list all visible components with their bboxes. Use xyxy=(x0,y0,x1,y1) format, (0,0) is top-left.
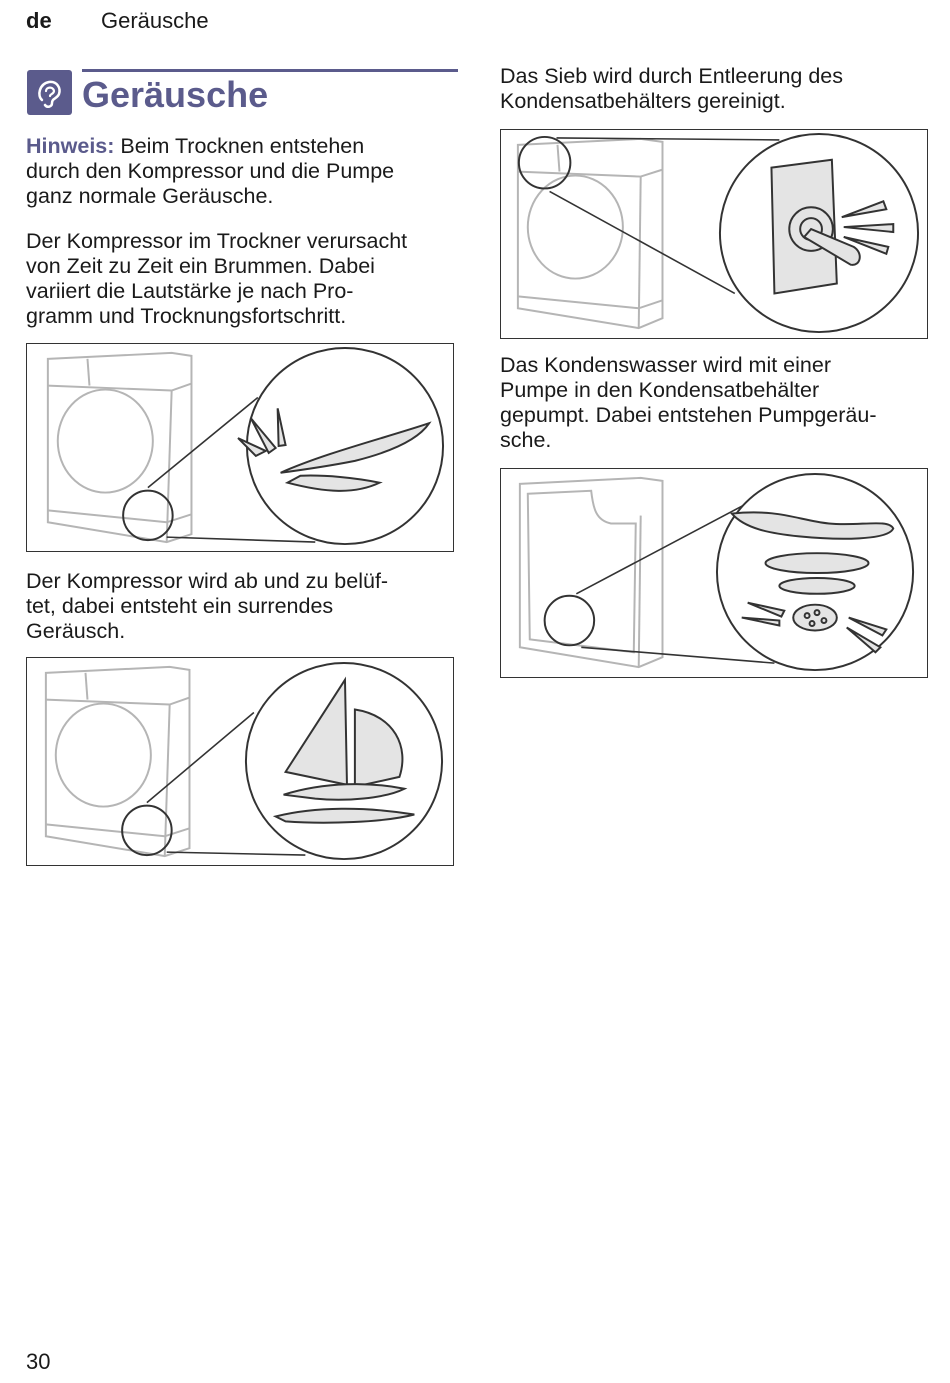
compressor-hum-paragraph: Der Kompressor im Trockner verursacht von Zeit zu Zeit ein Brummen. Dabei variiert die Lautstärke je nach Pro- gramm und Trocknungsfortschritt. xyxy=(26,229,408,328)
figure-compressor-vent xyxy=(26,657,454,866)
hint-text: Beim Trocknen entstehen durch den Kompressor und die Pumpe ganz normale Geräusche. xyxy=(26,134,395,208)
compressor-vent-paragraph: Der Kompressor wird ab und zu belüf- tet, dabei entsteht ein surrendes Geräusch. xyxy=(26,569,389,643)
dryer-pump-swirl-icon xyxy=(501,469,927,677)
hint-label: Hinweis: xyxy=(26,134,115,158)
figure-compressor-hum xyxy=(26,343,454,552)
figure-pump-noise xyxy=(500,468,928,678)
header-section-title: Geräusche xyxy=(101,8,209,33)
header-language: de xyxy=(26,8,52,33)
ear-icon xyxy=(27,70,72,115)
pump-noise-paragraph: Das Kondenswasser wird mit einer Pumpe in den Kondensatbehälter gepumpt. Dabei entstehen Pumpgeräu- sche. xyxy=(500,353,877,452)
dryer-humming-boat-icon xyxy=(27,344,453,551)
hint-paragraph xyxy=(26,134,466,209)
page-number: 30 xyxy=(26,1349,51,1374)
dryer-sailboat-icon xyxy=(27,658,453,865)
filter-cleaning-paragraph: Das Sieb wird durch Entleerung des Kondensatbehälters gereinigt. xyxy=(500,64,843,113)
section-title: Geräusche xyxy=(82,74,269,115)
figure-filter-cleaning xyxy=(500,129,928,339)
section-rule xyxy=(82,69,458,72)
dryer-filter-flap-icon xyxy=(501,130,927,338)
